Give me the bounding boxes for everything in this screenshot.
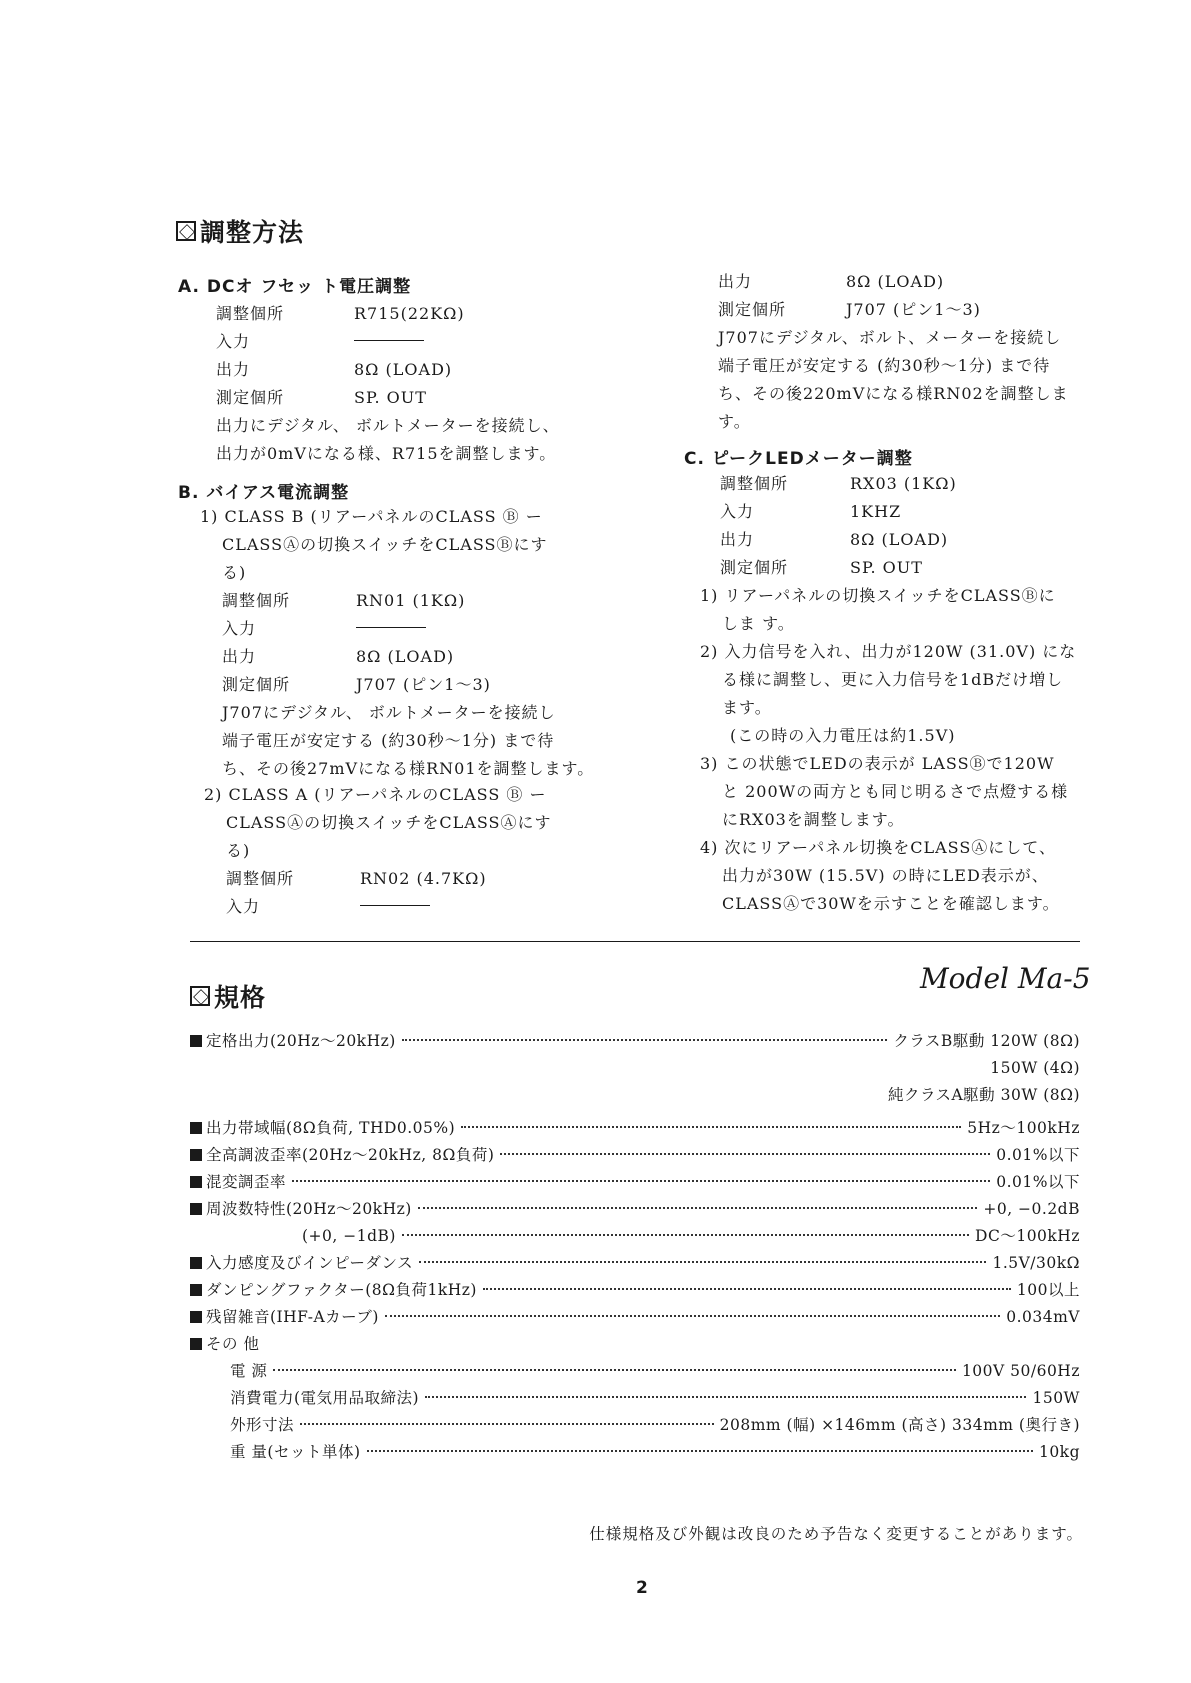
- spec-name: 外形寸法: [230, 1416, 295, 1434]
- c-step-line: 1) リアーパネルの切換スイッチをCLASSⒷに: [700, 586, 1056, 605]
- spec-value: 10kg: [1038, 1443, 1080, 1461]
- spec-row: [190, 1358, 1080, 1385]
- section-b-continued: [718, 268, 1069, 436]
- spec-row: [190, 1169, 1080, 1196]
- spec-row: [190, 1439, 1080, 1466]
- leader-dots: [402, 1234, 969, 1236]
- empty-value-dash: [356, 627, 426, 643]
- bullet-square-icon: [190, 1122, 202, 1134]
- spec-name: 定格出力(20Hz～20kHz): [206, 1032, 396, 1050]
- section-divider: [190, 941, 1080, 942]
- spec-row: [190, 1142, 1080, 1169]
- spec-row: [190, 1028, 1080, 1055]
- b2-row-value: RN02 (4.7KΩ): [360, 869, 487, 888]
- spec-name: 重 量(セット単体): [230, 1443, 361, 1461]
- c-step-line: しま す。: [722, 614, 795, 633]
- b1-row-label: 出力: [222, 647, 257, 666]
- a-row-label: 調整個所: [216, 304, 285, 323]
- spec-name: 周波数特性(20Hz～20kHz): [206, 1200, 412, 1218]
- b2c-text-line: す。: [718, 412, 751, 431]
- b1-row-label: 調整個所: [222, 591, 291, 610]
- b1-row-value: 8Ω (LOAD): [356, 647, 455, 666]
- b2c-row-value: J707 (ピン1～3): [846, 300, 981, 319]
- b2c-text-line: 端子電圧が安定する (約30秒～1分) まで待: [718, 356, 1051, 375]
- spec-name: 電 源: [230, 1362, 268, 1380]
- spec-name: 全高調波歪率(20Hz～20kHz, 8Ω負荷): [206, 1146, 495, 1164]
- a-text-line: 出力が0mVになる様、R715を調整します。: [216, 444, 557, 463]
- c-row-value: RX03 (1KΩ): [850, 474, 957, 493]
- b1-row-label: 入力: [222, 619, 257, 638]
- b2-line: る): [226, 841, 251, 860]
- c-step-line: にRX03を調整します。: [722, 810, 905, 829]
- empty-value-dash: [360, 905, 430, 921]
- spec-name: 入力感度及びインピーダンス: [206, 1254, 414, 1272]
- bullet-square-icon: [190, 1311, 202, 1323]
- c-step-line: ます。: [722, 698, 772, 717]
- section-c-heading: C. ピークLEDメーター調整: [684, 449, 913, 469]
- spec-name: 残留雑音(IHF-Aカーブ): [206, 1308, 379, 1326]
- c-row-label: 出力: [720, 530, 755, 549]
- section-c-table: [720, 470, 957, 582]
- footer-note: 仕様規格及び外観は改良のため予告なく変更することがあります。: [589, 1525, 1083, 1543]
- spec-value: 208mm (幅) ×146mm (高さ) 334mm (奥行き): [719, 1416, 1080, 1434]
- leader-dots: [273, 1369, 956, 1371]
- section-a-heading: A. DCオ フセッ ト電圧調整: [178, 277, 412, 297]
- c-step-line: と 200Wの両方とも同じ明るさで点燈する様: [722, 782, 1069, 801]
- b1-row-label: 測定個所: [222, 675, 291, 694]
- spec-name: (+0, −1dB): [302, 1227, 396, 1245]
- c-row-label: 入力: [720, 502, 755, 521]
- c-row-value: SP. OUT: [850, 558, 923, 577]
- spec-value: 150W (4Ω): [990, 1059, 1080, 1077]
- spec-row: [190, 1412, 1080, 1439]
- section-b-heading: B. バイアス電流調整: [178, 483, 350, 503]
- diamond-box-icon: [190, 986, 210, 1006]
- c-row-label: 測定個所: [720, 558, 789, 577]
- spec-row: [190, 1082, 1080, 1109]
- c-row-value: 1KHZ: [850, 502, 902, 521]
- section-b-item2: [204, 781, 552, 921]
- spec-row: [190, 1385, 1080, 1412]
- leader-dots: [300, 1423, 714, 1425]
- b2-line: CLASSⒶの切換スイッチをCLASSⒶにす: [226, 813, 552, 832]
- leader-dots: [418, 1207, 978, 1209]
- spec-row: [190, 1196, 1080, 1223]
- leader-dots: [425, 1396, 1026, 1398]
- b2c-text-line: ち、その後220mVになる様RN02を調整しま: [718, 384, 1069, 403]
- a-row-label: 入力: [216, 332, 251, 351]
- bullet-square-icon: [190, 1149, 202, 1161]
- c-step-line: (この時の入力電圧は約1.5V): [730, 726, 956, 745]
- bullet-square-icon: [190, 1257, 202, 1269]
- c-row-label: 調整個所: [720, 474, 789, 493]
- a-text-line: 出力にデジタル、 ボルトメーターを接続し、: [216, 416, 560, 435]
- spec-value: 150W: [1032, 1389, 1080, 1407]
- b1-line: CLASSⒶの切換スイッチをCLASSⒷにす: [222, 535, 548, 554]
- spec-name: ダンピングファクター(8Ω負荷1kHz): [206, 1281, 477, 1299]
- spec-value: 0.034mV: [1006, 1308, 1080, 1326]
- spec-value: 100以上: [1016, 1281, 1080, 1299]
- b1-line: 1) CLASS B (リアーパネルのCLASS Ⓑ ー: [200, 507, 543, 526]
- b2-row-label: 調整個所: [226, 869, 295, 888]
- spec-value: 0.01%以下: [996, 1146, 1080, 1164]
- page-number: 2: [636, 1578, 648, 1598]
- b2c-text-line: J707にデジタル、ボルト、メーターを接続し: [718, 328, 1062, 347]
- leader-dots: [402, 1039, 888, 1041]
- spec-value: +0, −0.2dB: [983, 1200, 1080, 1218]
- c-step-line: 4) 次にリアーパネル切換をCLASSⒶにして、: [700, 838, 1056, 857]
- spec-name: 混変調歪率: [206, 1173, 287, 1191]
- spec-value: クラスB駆動 120W (8Ω): [893, 1032, 1080, 1050]
- leader-dots: [461, 1126, 961, 1128]
- leader-dots: [385, 1315, 1000, 1317]
- a-row-label: 出力: [216, 360, 251, 379]
- spec-row: [190, 1277, 1080, 1304]
- c-step-line: 2) 入力信号を入れ、出力が120W (31.0V) にな: [700, 642, 1077, 661]
- spec-value: DC～100kHz: [975, 1227, 1080, 1245]
- b1-text-line: ち、その後27mVになる様RN01を調整します。: [222, 759, 595, 778]
- b2c-row-label: 測定個所: [718, 300, 787, 319]
- spec-value: 純クラスA駆動 30W (8Ω): [887, 1086, 1080, 1104]
- leader-dots: [419, 1261, 986, 1263]
- a-row-label: 測定個所: [216, 388, 285, 407]
- leader-dots: [367, 1450, 1033, 1452]
- b1-text-line: 端子電圧が安定する (約30秒～1分) まで待: [222, 731, 555, 750]
- adjust-title: [176, 213, 304, 249]
- bullet-square-icon: [190, 1176, 202, 1188]
- bullet-square-icon: [190, 1284, 202, 1296]
- c-step-line: CLASSⒶで30Wを示すことを確認します。: [722, 894, 1060, 913]
- a-row-value: SP. OUT: [354, 388, 427, 407]
- spec-row: [190, 1304, 1080, 1331]
- section-b-item1: [200, 503, 594, 783]
- a-row-value: 8Ω (LOAD): [354, 360, 453, 379]
- spec-value: 5Hz～100kHz: [967, 1119, 1080, 1137]
- b2c-row-value: 8Ω (LOAD): [846, 272, 945, 291]
- spec-value: 1.5V/30kΩ: [992, 1254, 1080, 1272]
- b1-line: る): [222, 563, 247, 582]
- spec-title-text: 規格: [214, 983, 267, 1012]
- c-step-line: 出力が30W (15.5V) の時にLED表示が、: [722, 866, 1049, 885]
- spec-value: 0.01%以下: [996, 1173, 1080, 1191]
- spec-row: [190, 1331, 1080, 1358]
- spec-row: [190, 1250, 1080, 1277]
- b2c-row-label: 出力: [718, 272, 753, 291]
- b2-row-label: 入力: [226, 897, 261, 916]
- spec-row: [190, 1223, 1080, 1250]
- spec-name: 出力帯域幅(8Ω負荷, THD0.05%): [206, 1119, 456, 1137]
- b2-line: 2) CLASS A (リアーパネルのCLASS Ⓑ ー: [204, 785, 547, 804]
- leader-dots: [292, 1180, 990, 1182]
- c-step-line: 3) この状態でLEDの表示が LASSⒷで120W: [700, 754, 1055, 773]
- spec-value: 100V 50/60Hz: [961, 1362, 1080, 1380]
- spec-title: [190, 978, 266, 1014]
- b1-row-value: RN01 (1KΩ): [356, 591, 466, 610]
- c-step-line: る様に調整し、更に入力信号を1dBだけ増し: [722, 670, 1064, 689]
- bullet-square-icon: [190, 1338, 202, 1350]
- spec-list: [190, 1028, 1080, 1466]
- spec-row: [190, 1115, 1080, 1142]
- model-name: Model Ma-5: [920, 962, 1091, 995]
- diamond-box-icon: [176, 221, 196, 241]
- section-c-steps: [700, 582, 1076, 918]
- c-row-value: 8Ω (LOAD): [850, 530, 949, 549]
- spec-row: [190, 1055, 1080, 1082]
- adjust-title-text: 調整方法: [200, 218, 305, 247]
- spec-name: 消費電力(電気用品取締法): [230, 1389, 420, 1407]
- a-row-value: R715(22KΩ): [354, 304, 465, 323]
- bullet-square-icon: [190, 1203, 202, 1215]
- section-a-table: [216, 300, 560, 468]
- spec-name: その 他: [206, 1335, 260, 1353]
- bullet-square-icon: [190, 1035, 202, 1047]
- b1-row-value: J707 (ピン1～3): [356, 675, 491, 694]
- leader-dots: [483, 1288, 1011, 1290]
- empty-value-dash: [354, 340, 424, 356]
- b1-text-line: J707にデジタル、 ボルトメーターを接続し: [222, 703, 556, 722]
- leader-dots: [500, 1153, 990, 1155]
